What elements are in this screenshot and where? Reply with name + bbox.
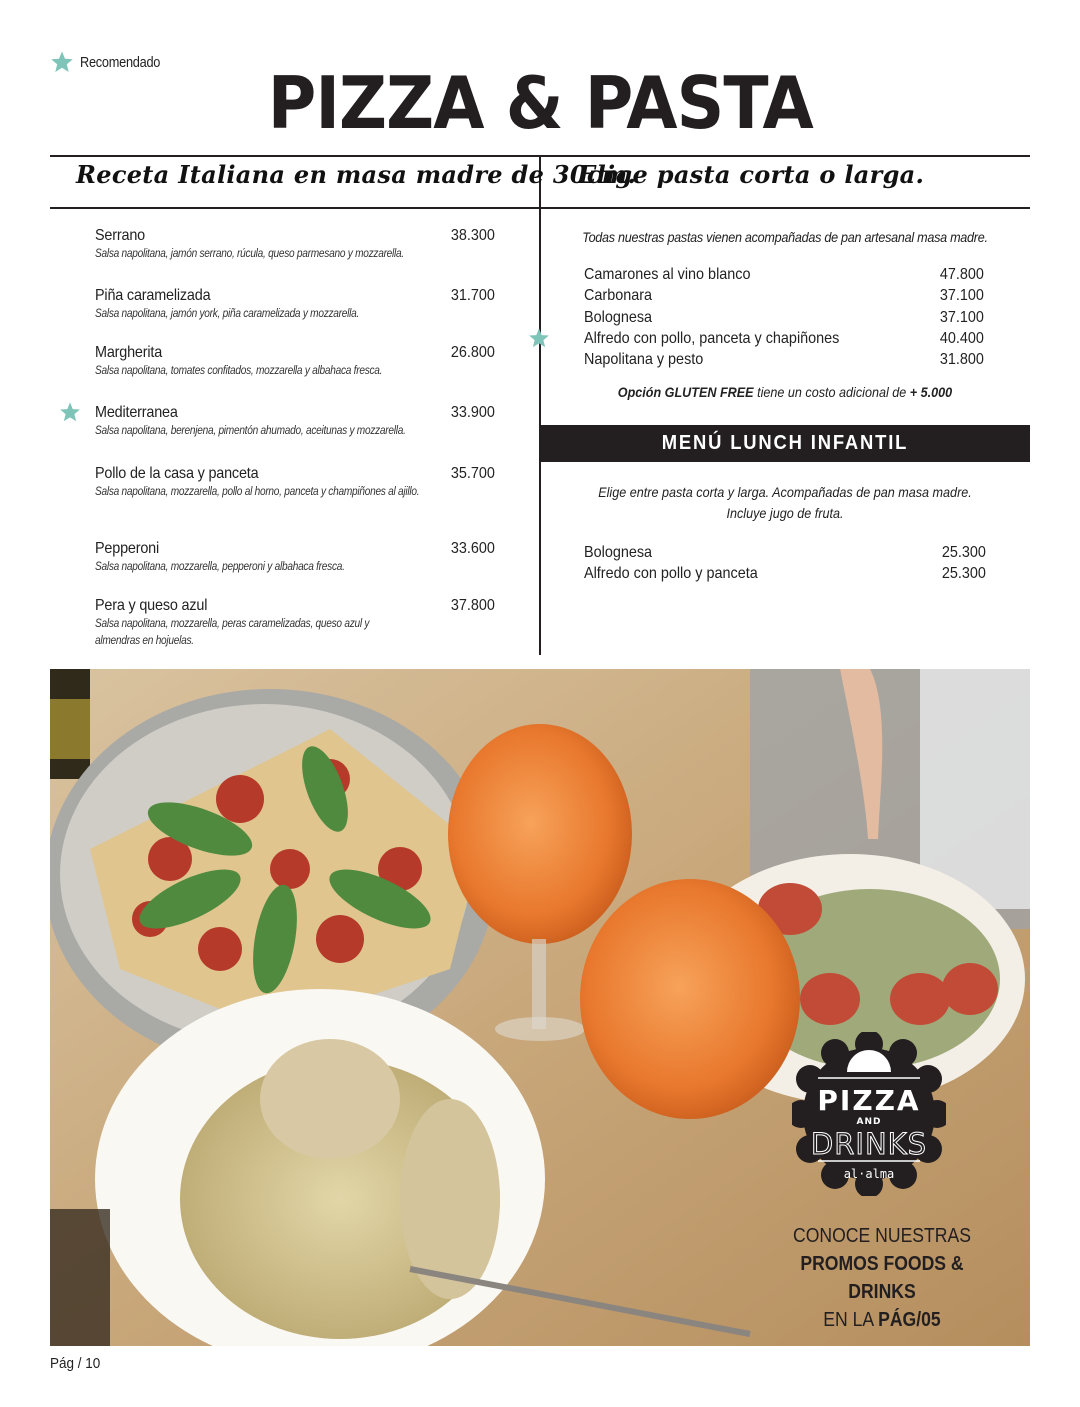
pizza-subtitle: Receta Italiana en masa madre de 30cm. <box>76 160 637 189</box>
promo-line: PROMOS FOODS & DRINKS <box>800 1253 964 1303</box>
item-price: 25.300 <box>941 565 986 583</box>
star-icon <box>59 401 81 423</box>
menu-item <box>584 264 984 285</box>
promo-line: CONOCE NUESTRAS <box>793 1225 971 1247</box>
item-description: Salsa napolitana, mozzarella, pollo al horno, panceta y champiñones al ajillo. <box>95 486 420 498</box>
kids-intro <box>566 482 1003 524</box>
item-name: Margherita <box>95 344 163 361</box>
pasta-intro: Todas nuestras pastas vienen acompañadas de pan artesanal masa madre. <box>582 229 988 245</box>
item-price: 40.400 <box>939 329 984 347</box>
item-description: Salsa napolitana, berenjena, pimentón ahumado, aceitunas y mozzarella. <box>95 425 406 437</box>
item-price: 26.800 <box>450 344 495 361</box>
page-title: PIZZA & PASTA <box>267 61 813 145</box>
item-name: Serrano <box>95 227 145 244</box>
pizza-list <box>95 226 495 656</box>
menu-item-recommended <box>95 403 495 464</box>
item-name: Pera y queso azul <box>95 597 208 614</box>
kids-menu-header: MENÚ LUNCH INFANTIL <box>540 425 1030 462</box>
item-price: 35.700 <box>450 465 495 482</box>
gluten-text: tiene un costo adicional de <box>753 384 910 401</box>
menu-item <box>95 596 495 656</box>
item-price: 31.800 <box>939 351 984 369</box>
item-price: 47.800 <box>939 266 984 283</box>
item-price: 33.600 <box>450 540 495 557</box>
item-name: Camarones al vino blanco <box>584 266 751 283</box>
item-name: Alfredo con pollo y panceta <box>584 565 758 583</box>
item-price: 37.800 <box>450 597 495 614</box>
item-price: 33.900 <box>450 404 495 421</box>
item-name: Piña caramelizada <box>95 287 211 304</box>
menu-item <box>95 464 495 539</box>
item-price: 37.100 <box>939 308 984 326</box>
item-name: Bolognesa <box>584 544 653 561</box>
menu-item <box>95 343 495 403</box>
item-description: Salsa napolitana, mozzarella, peras caramelizadas, queso azul y almendras en hojuelas. <box>95 618 370 647</box>
gluten-label: Opción GLUTEN FREE <box>617 384 754 401</box>
item-name: Alfredo con pollo, panceta y chapiñones <box>584 329 840 347</box>
item-price: 25.300 <box>941 544 986 561</box>
legend-label: Recomendado <box>80 53 161 71</box>
item-price: 38.300 <box>450 227 495 244</box>
pasta-section <box>542 226 1028 400</box>
kids-list <box>584 542 986 585</box>
promo-line: EN LA PÁG/05 <box>823 1309 941 1331</box>
gluten-price: + 5.000 <box>909 384 953 401</box>
svg-text:al·alma: al·alma <box>843 1167 895 1181</box>
item-price: 31.700 <box>450 287 495 304</box>
pasta-subtitle: Elige pasta corta o larga. <box>578 160 925 189</box>
svg-text:AND: AND <box>856 1117 882 1127</box>
menu-item-recommended <box>584 328 984 349</box>
menu-item <box>95 539 495 596</box>
star-icon <box>528 327 550 349</box>
pasta-list <box>542 264 1028 370</box>
item-description: Salsa napolitana, tomates confitados, mozzarella y albahaca fresca. <box>95 365 383 377</box>
item-description: Salsa napolitana, jamón york, piña caramelizada y mozzarella. <box>95 308 360 320</box>
promo-callout <box>752 1222 1012 1334</box>
brand-logo-badge <box>792 1032 946 1196</box>
menu-item <box>584 349 984 370</box>
menu-item <box>584 307 984 328</box>
menu-item <box>584 542 986 563</box>
item-name: Pollo de la casa y panceta <box>95 465 259 482</box>
kids-intro-line: Incluye jugo de fruta. <box>726 505 844 521</box>
item-name: Bolognesa <box>584 308 653 326</box>
menu-item <box>584 285 984 306</box>
item-name: Napolitana y pesto <box>584 351 704 369</box>
item-description: Salsa napolitana, jamón serrano, rúcula, queso parmesano y mozzarella. <box>95 248 404 260</box>
item-name: Carbonara <box>584 287 653 305</box>
page-number: Pág / 10 <box>50 1355 101 1372</box>
gluten-free-note <box>566 384 1003 400</box>
kids-intro-line: Elige entre pasta corta y larga. Acompañadas de pan masa madre. <box>598 484 972 500</box>
menu-item <box>584 563 986 584</box>
svg-text:DRINKS: DRINKS <box>810 1127 928 1161</box>
menu-item <box>95 286 495 343</box>
item-description: Salsa napolitana, mozzarella, pepperoni y albahaca fresca. <box>95 561 345 573</box>
menu-item <box>95 226 495 286</box>
item-name: Pepperoni <box>95 540 160 557</box>
item-name: Mediterranea <box>95 404 178 421</box>
column-divider <box>539 155 541 655</box>
svg-text:PIZZA: PIZZA <box>817 1084 921 1117</box>
item-price: 37.100 <box>939 287 984 305</box>
